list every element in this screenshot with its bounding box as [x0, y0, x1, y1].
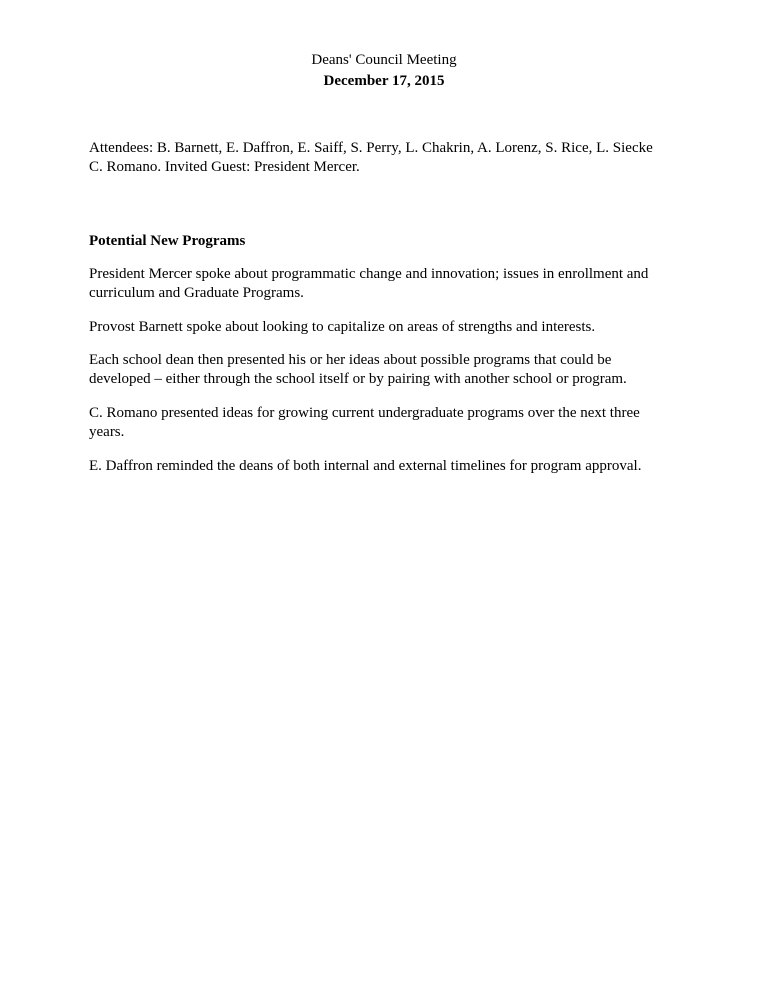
paragraph-provost-barnett: [89, 318, 689, 337]
paragraph-line: E. Daffron reminded the deans of both internal and external timelines for program approval.: [89, 458, 642, 474]
attendees-paragraph: [89, 139, 689, 177]
attendees-line-2: C. Romano. Invited Guest: President Mercer.: [89, 159, 360, 175]
paragraph-line: curriculum and Graduate Programs.: [89, 285, 304, 301]
paragraph-line: Each school dean then presented his or her ideas about possible programs that could be: [89, 352, 612, 368]
paragraph-school-deans: [89, 351, 689, 389]
paragraph-line: C. Romano presented ideas for growing current undergraduate programs over the next three: [89, 405, 640, 421]
paragraph-line: Provost Barnett spoke about looking to capitalize on areas of strengths and interests.: [89, 319, 596, 335]
paragraph-line: years.: [89, 424, 125, 440]
paragraph-e-daffron: [89, 457, 689, 476]
paragraph-line: developed – either through the school itself or by pairing with another school or program.: [89, 371, 627, 387]
paragraph-c-romano: [89, 404, 689, 442]
paragraph-president-mercer: [89, 265, 689, 303]
attendees-line-1: Attendees: B. Barnett, E. Daffron, E. Saiff, S. Perry, L. Chakrin, A. Lorenz, S. Rice, L. Siecke: [89, 140, 653, 156]
section-heading: Potential New Programs: [89, 233, 246, 249]
paragraph-line: President Mercer spoke about programmatic change and innovation; issues in enrollment and: [89, 266, 649, 282]
document-title: Deans' Council Meeting: [311, 52, 457, 68]
meeting-date: December 17, 2015: [323, 73, 445, 89]
